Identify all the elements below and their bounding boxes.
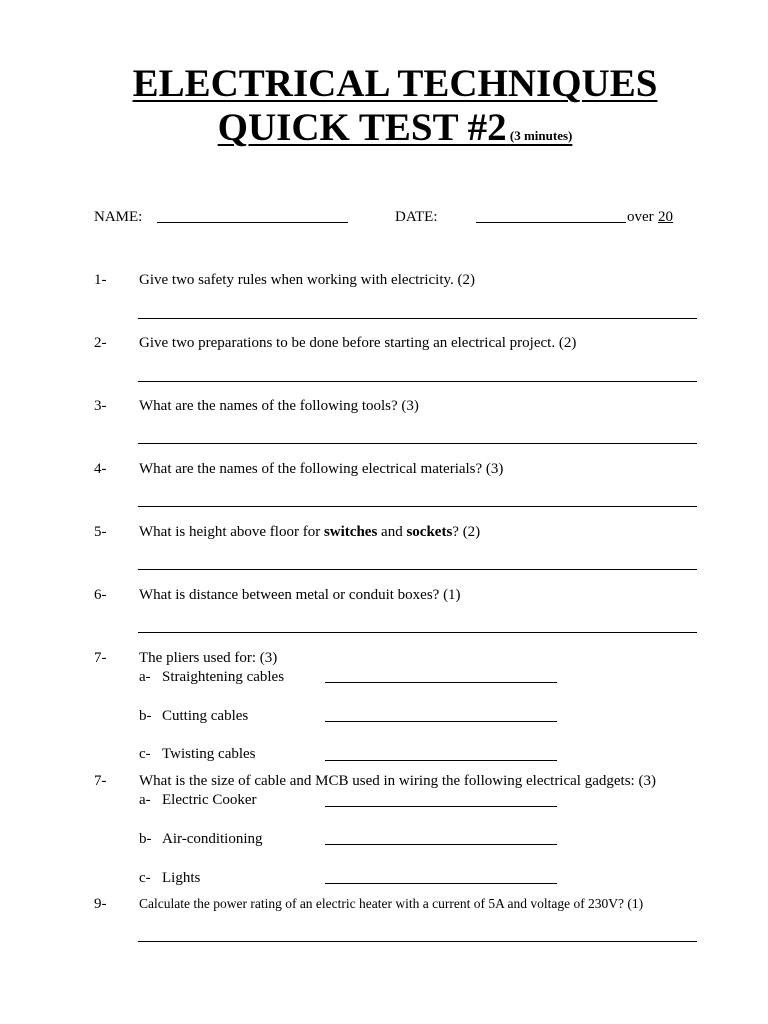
question-2-number: 2- [94, 335, 107, 351]
duration [507, 128, 573, 143]
question-7-number: 7- [94, 650, 107, 666]
question-4-number: 4- [94, 461, 107, 477]
name-blank[interactable] [157, 222, 348, 223]
date-blank[interactable] [476, 222, 626, 223]
title-line-1 [0, 62, 768, 106]
title-line-2 [0, 106, 768, 158]
switches-keyword: switches [323, 524, 378, 540]
question-1-number: 1- [94, 272, 107, 288]
question-2-text: Give two preparations to be done before starting an electrical project. (2) [139, 335, 577, 351]
question-7b-text: Cutting cables [162, 708, 249, 724]
question-7-text: The pliers used for: (3) [139, 650, 278, 666]
question-7a-answer-line[interactable] [325, 682, 557, 683]
question-7c-text: Twisting cables [162, 746, 256, 762]
question-7b-answer-line[interactable] [325, 721, 557, 722]
question-5-text-pre: What is height above floor for [139, 524, 324, 540]
question-9-number: 9- [94, 896, 107, 912]
question-1-answer-line[interactable] [138, 318, 697, 319]
name-label: NAME: [94, 209, 143, 225]
test-number-text: QUICK TEST #2 [217, 106, 507, 149]
question-8c-answer-line[interactable] [325, 883, 557, 884]
question-7a-letter: a- [139, 669, 151, 685]
question-5-text-mid: and [377, 524, 407, 540]
question-9-text: Calculate the power rating of an electric heater with a current of 5A and voltage of 230V? (1) [139, 896, 644, 911]
question-7a-text: Straightening cables [162, 669, 285, 685]
question-4-text: What are the names of the following electrical materials? (3) [139, 461, 504, 477]
question-6-answer-line[interactable] [138, 632, 697, 633]
question-8a-answer-line[interactable] [325, 806, 557, 807]
question-3-number: 3- [94, 398, 107, 414]
question-8a-text: Electric Cooker [162, 792, 257, 808]
question-6-number: 6- [94, 587, 107, 603]
question-3-text: What are the names of the following tools? (3) [139, 398, 419, 414]
question-9-answer-line[interactable] [138, 941, 697, 942]
question-8b-text: Air-conditioning [162, 831, 263, 847]
question-7c-answer-line[interactable] [325, 760, 557, 761]
title-main: ELECTRICAL TECHNIQUES [132, 62, 658, 105]
question-5-text [139, 523, 480, 541]
question-8b-letter: b- [139, 831, 152, 847]
score-total: 20 [658, 209, 673, 225]
question-8c-letter: c- [139, 870, 151, 886]
question-1-text: Give two safety rules when working with electricity. (2) [139, 272, 476, 288]
test-number [218, 106, 573, 149]
question-5-answer-line[interactable] [138, 569, 697, 570]
question-8a-letter: a- [139, 792, 151, 808]
score-label: over [627, 209, 654, 225]
question-8-number: 7- [94, 773, 107, 789]
question-3-answer-line[interactable] [138, 443, 697, 444]
question-4-answer-line[interactable] [138, 506, 697, 507]
question-5-text-post: ? (2) [452, 524, 481, 540]
question-8b-answer-line[interactable] [325, 844, 557, 845]
question-6-text: What is distance between metal or conduit boxes? (1) [139, 587, 461, 603]
question-8c-text: Lights [162, 870, 201, 886]
question-7c-letter: c- [139, 746, 151, 762]
date-label: DATE: [395, 209, 438, 225]
duration-text: (3 minutes) [509, 128, 573, 143]
question-8-text: What is the size of cable and MCB used in wiring the following electrical gadgets: (3) [139, 773, 656, 789]
question-5-number: 5- [94, 524, 107, 540]
question-2-answer-line[interactable] [138, 381, 697, 382]
question-7b-letter: b- [139, 708, 152, 724]
sockets-keyword: sockets [406, 524, 453, 540]
